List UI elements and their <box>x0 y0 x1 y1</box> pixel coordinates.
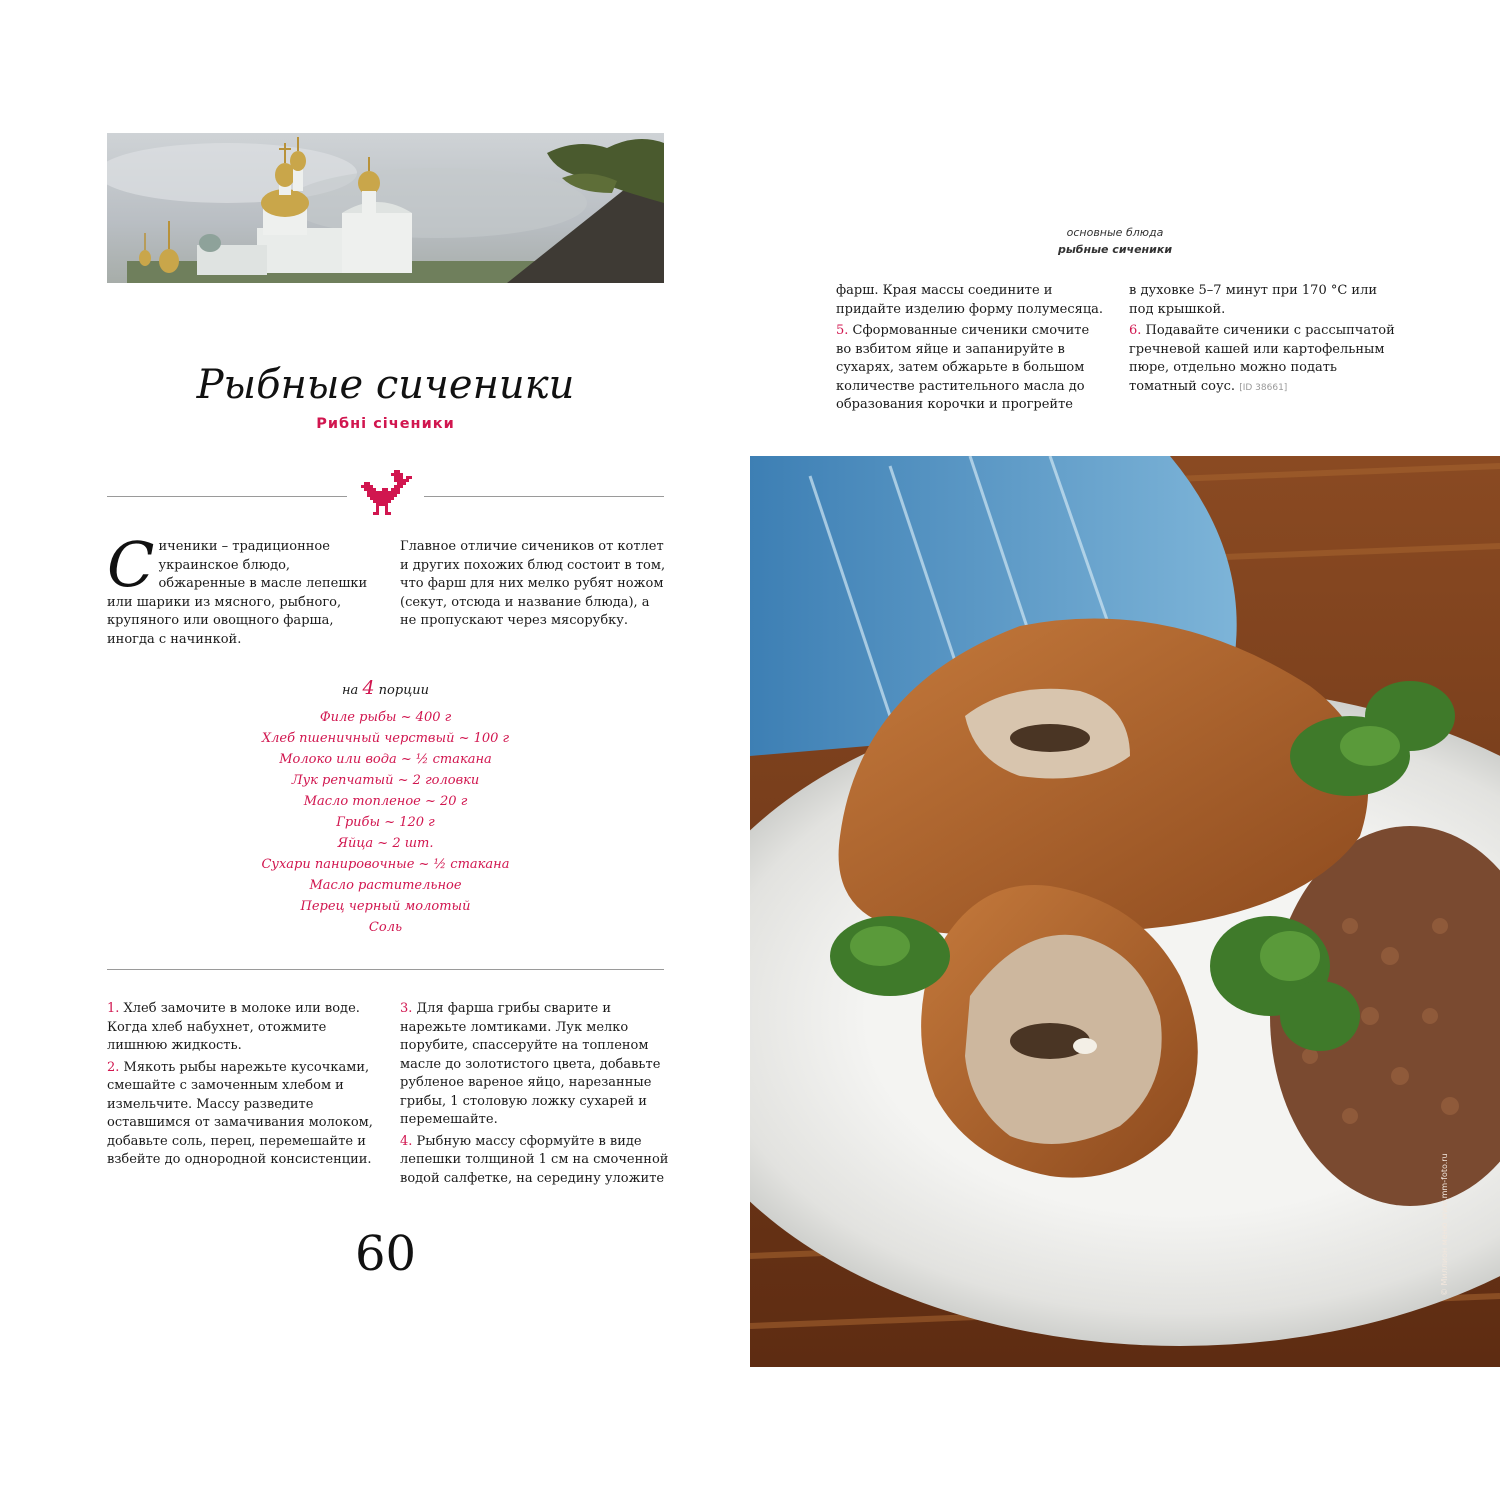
divider-line <box>424 496 664 497</box>
step-1 <box>107 1000 377 1056</box>
step-5-continued <box>1129 282 1399 319</box>
steps-column-2 <box>400 1000 670 1191</box>
servings-suffix: порции <box>378 683 430 698</box>
ingredient-item: Масло растительное <box>309 878 462 893</box>
step-text: Сформованные сиченики смочите во взбитом яйце и запанируйте в сухарях, затем обжарьте в большом количестве растительного масла до образования корочки и прогрейте <box>836 323 1090 412</box>
step-number: 6. <box>1129 323 1142 338</box>
step-3 <box>400 1000 670 1130</box>
photo-credit: © Миллион меню www.mm-foto.ru <box>1440 1153 1449 1296</box>
church-illustration <box>107 133 664 283</box>
ingredient-item: Перец черный молотый <box>300 899 471 914</box>
dish-photo <box>750 456 1500 1367</box>
step-5 <box>836 322 1106 415</box>
step-text: фарш. Края массы соедините и придайте изделию форму полумесяца. <box>836 283 1104 317</box>
steps-column-1 <box>107 1000 377 1173</box>
step-number: 1. <box>107 1001 120 1016</box>
running-head-recipe: рыбные сиченики <box>1057 243 1173 256</box>
ingredient-item: Масло топленое ~ 20 г <box>303 794 468 809</box>
ingredients-list <box>107 707 664 938</box>
ingredient-item: Сухари панировочные ~ ½ стакана <box>261 857 510 872</box>
step-number: 2. <box>107 1059 120 1075</box>
rooster-ornament-icon <box>361 470 415 524</box>
ingredient-item: Хлеб пшеничный черствый ~ 100 г <box>261 731 510 746</box>
ingredient-item: Лук репчатый ~ 2 головки <box>291 773 480 788</box>
divider-line <box>107 969 664 970</box>
servings-prefix: на <box>341 683 359 698</box>
step-text: Хлеб замочите в молоке или воде. Когда хлеб набухнет, отожмите лишнюю жидкость. <box>107 1001 360 1053</box>
running-head-section: основные блюда <box>1066 226 1164 239</box>
step-text: Для фарша грибы сварите и нарежьте ломтиками. Лук мелко порубите, спассеруйте на топленом масле до золотистого цвета, добавьте рубленое вареное яйцо, нарезанные грибы, 1 столовую ложку сухарей и перемешайте. <box>400 1001 661 1127</box>
step-number: 4. <box>400 1133 413 1149</box>
step-text: Рыбную массу сформуйте в виде лепешки толщиной 1 см на смоченной водой салфетке, на середину уложите <box>400 1133 669 1186</box>
step-text: Подавайте сиченики с рассыпчатой гречневой кашей или картофельным пюре, отдельно можно подать томатный соус. <box>1129 323 1395 394</box>
ingredient-item: Грибы ~ 120 г <box>336 815 435 830</box>
header-photo-church <box>107 133 664 283</box>
step-text: Мякоть рыбы нарежьте кусочками, смешайте с замоченным хлебом и измельчите. Массу разведите оставшимся от замачивания молоком, добавьте соль, перец, перемешайте и взбейте до однородной консистенции. <box>107 1059 373 1167</box>
drop-cap: С <box>107 528 155 601</box>
step-number: 5. <box>836 323 849 338</box>
step-4-continued <box>836 282 1106 319</box>
servings-line <box>107 677 664 699</box>
step-text: в духовке 5–7 минут при 170 °C или под крышкой. <box>1129 283 1378 317</box>
step-2 <box>107 1059 377 1170</box>
ingredient-item: Молоко или вода ~ ½ стакана <box>279 752 492 767</box>
ingredient-item: Яйца ~ 2 шт. <box>337 836 434 851</box>
recipe-id: [ID 38661] <box>1239 382 1288 393</box>
intro-paragraph-right: Главное отличие сичеников от котлет и других похожих блюд состоит в том, что фарш для них мелко рубят ножом (секут, отсюда и название блюда), а не пропускают через мясорубку. <box>400 539 666 628</box>
intro-text-left: иченики – традиционное украинское блюдо, обжаренные в масле лепешки или шарики из мясного, рыбного, крупяного или овощного фарша, иногда с начинкой. <box>107 539 368 647</box>
servings-count: 4 <box>362 677 375 699</box>
divider-line <box>107 496 347 497</box>
step-6 <box>1129 322 1399 397</box>
step-number: 3. <box>400 1001 413 1016</box>
step-4 <box>400 1133 670 1189</box>
steps-column-3 <box>836 282 1106 418</box>
recipe-subtitle: Рибні січеники <box>316 416 455 432</box>
recipe-title: Рыбные сиченики <box>196 362 575 408</box>
intro-paragraph-left <box>107 528 377 649</box>
ingredient-item: Филе рыбы ~ 400 г <box>319 710 452 725</box>
page-number: 60 <box>354 1226 417 1282</box>
running-head <box>1000 224 1230 258</box>
ingredient-item: Соль <box>368 920 403 935</box>
steps-column-4 <box>1129 282 1399 400</box>
fish-cutlets-illustration <box>750 456 1500 1367</box>
